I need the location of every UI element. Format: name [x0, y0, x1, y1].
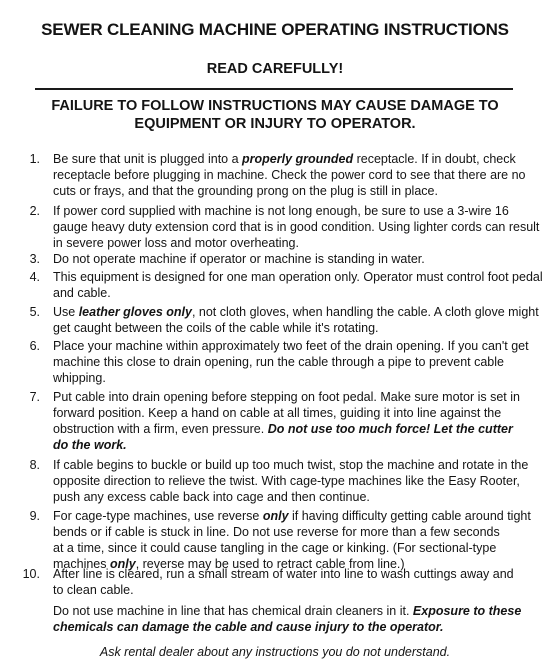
emphasis-text: do the work.	[53, 438, 127, 452]
text-line: at a time, since it could cause tangling in the cage or kinking. (For sectional-type	[53, 541, 497, 555]
item-text	[53, 304, 539, 336]
text-run: For cage-type machines, use reverse	[53, 509, 263, 523]
text-run: , reverse may be used to retract cable from line.)	[135, 557, 405, 571]
closing-note	[53, 603, 523, 635]
warning-line: FAILURE TO FOLLOW INSTRUCTIONS MAY CAUSE DAMAGE TO	[51, 98, 499, 114]
emphasis-text: chemicals can damage the cable and cause injury to the operator.	[53, 620, 444, 634]
emphasis-text: only	[109, 557, 136, 571]
text-run: Be sure that unit is plugged into a	[53, 152, 243, 166]
item-text	[53, 389, 523, 453]
item-text	[53, 338, 529, 386]
emphasis-text: leather gloves only	[78, 305, 192, 319]
item-number: 2.	[29, 204, 40, 218]
item-text	[53, 203, 540, 251]
text-line: get caught between the coils of the cable while it's rotating.	[53, 321, 379, 335]
warning-line: EQUIPMENT OR INJURY TO OPERATOR.	[134, 116, 416, 132]
emphasis-text: only	[262, 509, 289, 523]
text-run: Do not use machine in line that has chemical drain cleaners in it.	[53, 604, 413, 618]
text-line: in severe power loss and motor overheating.	[53, 236, 299, 250]
item-text	[53, 251, 523, 267]
divider	[35, 88, 513, 90]
item-number: 10.	[22, 567, 40, 581]
text-line: receptacle before plugging in machine. Check the power cord to see that there are no	[53, 168, 526, 182]
text-line: whipping.	[53, 371, 106, 385]
item-text	[53, 457, 529, 505]
text-line: cuts or frays, and that the grounding prong on the plug is still in place.	[53, 184, 438, 198]
item-text	[53, 508, 531, 572]
text-run: , not cloth gloves, when handling the cable. A cloth glove might	[191, 305, 539, 319]
text-line: forward position. Keep a hand on cable at all times, guiding it into line against the	[53, 406, 502, 420]
item-number: 1.	[29, 152, 40, 166]
text-run: receptacle. If in doubt, check	[353, 152, 516, 166]
item-number: 7.	[29, 390, 40, 404]
warning-banner	[30, 97, 520, 133]
text-line: If power cord supplied with machine is not long enough, be sure to use a 3-wire 16	[53, 204, 509, 218]
item-text	[53, 151, 526, 199]
text-run: obstruction with a firm, even pressure.	[53, 422, 268, 436]
item-number: 3.	[29, 252, 40, 266]
text-run: if having difficulty getting cable around tight	[288, 509, 531, 523]
page-title: SEWER CLEANING MACHINE OPERATING INSTRUCTIONS	[41, 20, 509, 39]
read-carefully-heading: READ CAREFULLY!	[206, 61, 344, 77]
text-line: gauge heavy duty extension cord that is in good condition. Using lighter cords can result	[53, 220, 540, 234]
text-line: If cable begins to buckle or build up too much twist, stop the machine and rotate in the	[53, 458, 529, 472]
text-line: to clean cable.	[53, 583, 134, 597]
item-number: 4.	[29, 270, 40, 284]
item-number: 6.	[29, 339, 40, 353]
item-number: 9.	[29, 509, 40, 523]
emphasis-text: Do not use too much force! Let the cutter	[267, 422, 513, 436]
text-line: and cable.	[53, 286, 111, 300]
text-line: machine this close to drain opening, run the cable through a pipe to prevent cable	[53, 355, 504, 369]
text-line: Place your machine within approximately two feet of the drain opening. If you can't get	[53, 339, 529, 353]
text-line: bends or if cable is stuck in line. Do not use reverse for more than a few seconds	[53, 525, 500, 539]
item-number: 5.	[29, 305, 40, 319]
footer-note: Ask rental dealer about any instructions you do not understand.	[99, 645, 451, 659]
emphasis-text: properly grounded	[242, 152, 354, 166]
text-line: This equipment is designed for one man operation only. Operator must control foot pedal	[53, 270, 543, 284]
text-run: Use	[53, 305, 79, 319]
emphasis-text: Exposure to these	[412, 604, 522, 618]
item-number: 8.	[29, 458, 40, 472]
item-text	[53, 269, 543, 301]
text-line: push any excess cable back into cage and then continue.	[53, 490, 370, 504]
text-run: machines	[53, 557, 110, 571]
text-line: Put cable into drain opening before stepping on foot pedal. Make sure motor is set in	[53, 390, 520, 404]
text-line: opposite direction to relieve the twist. With cage-type machines like the Easy Rooter,	[53, 474, 520, 488]
text-line: After line is cleared, run a small stream of water into line to wash cuttings away and	[53, 567, 514, 581]
text-line: Do not operate machine if operator or machine is standing in water.	[53, 252, 425, 266]
item-text	[53, 566, 523, 598]
